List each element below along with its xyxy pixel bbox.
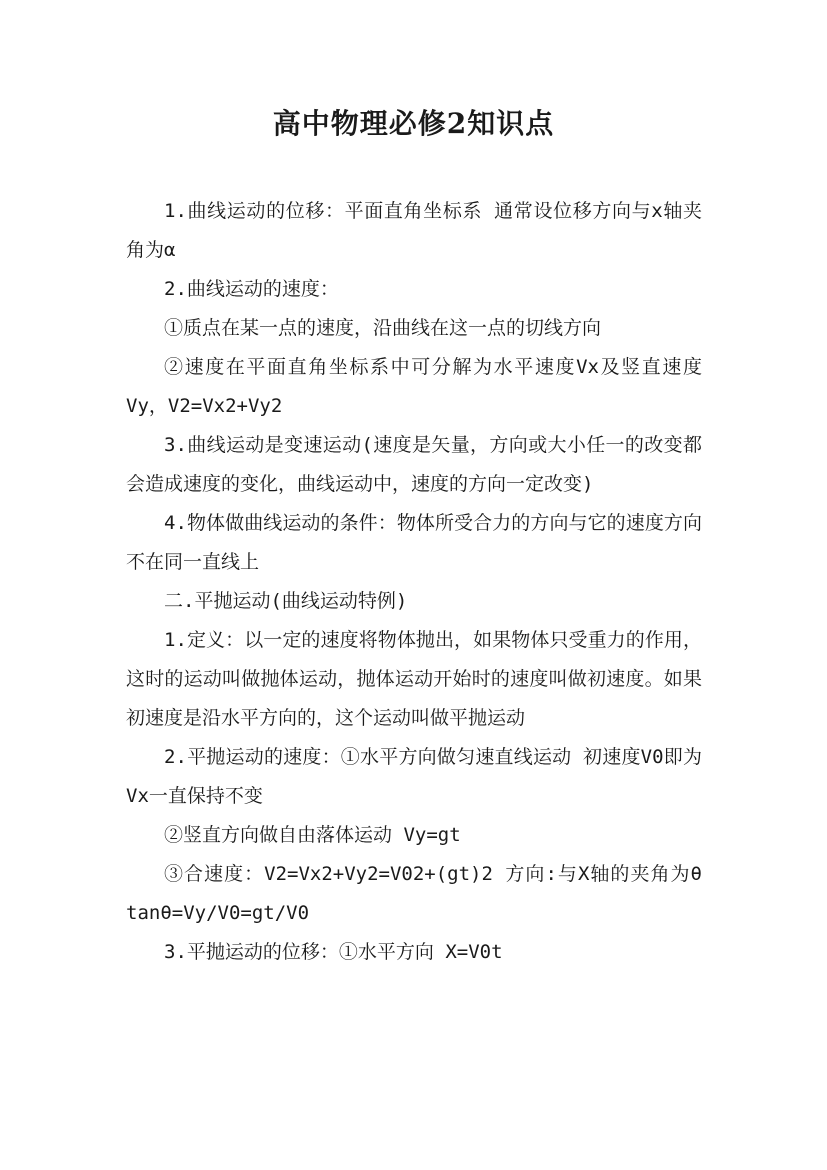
paragraph: ③合速度：V2=Vx2+Vy2=V02+(gt)2 方向:与X轴的夹角为θ tanθ=Vy/V0=gt/V0 <box>126 863 702 924</box>
document-title: 高中物理必修2知识点 <box>272 107 555 140</box>
paragraph: ②速度在平面直角坐标系中可分解为水平速度Vx及竖直速度Vy，V2=Vx2+Vy2 <box>126 356 702 417</box>
paragraph: ②竖直方向做自由落体运动 Vy=gt <box>164 824 461 846</box>
paragraph: 1.曲线运动的位移：平面直角坐标系 通常设位移方向与x轴夹角为α <box>126 200 702 261</box>
paragraph: 3.曲线运动是变速运动(速度是矢量，方向或大小任一的改变都会造成速度的变化，曲线运动中，速度的方向一定改变) <box>126 434 702 495</box>
paragraph: ①质点在某一点的速度，沿曲线在这一点的切线方向 <box>164 317 602 339</box>
paragraph: 3.平抛运动的位移：①水平方向 X=V0t <box>164 941 503 963</box>
paragraph: 1.定义：以一定的速度将物体抛出，如果物体只受重力的作用，这时的运动叫做抛体运动，抛体运动开始时的速度叫做初速度。如果初速度是沿水平方向的，这个运动叫做平抛运动 <box>126 629 702 729</box>
paragraph: 4.物体做曲线运动的条件：物体所受合力的方向与它的速度方向不在同一直线上 <box>126 512 702 573</box>
section-heading: 二.平抛运动(曲线运动特例) <box>164 590 408 612</box>
paragraph: 2.平抛运动的速度：①水平方向做匀速直线运动 初速度V0即为Vx一直保持不变 <box>126 746 702 807</box>
document-body <box>126 192 702 972</box>
paragraph: 2.曲线运动的速度： <box>164 278 339 300</box>
